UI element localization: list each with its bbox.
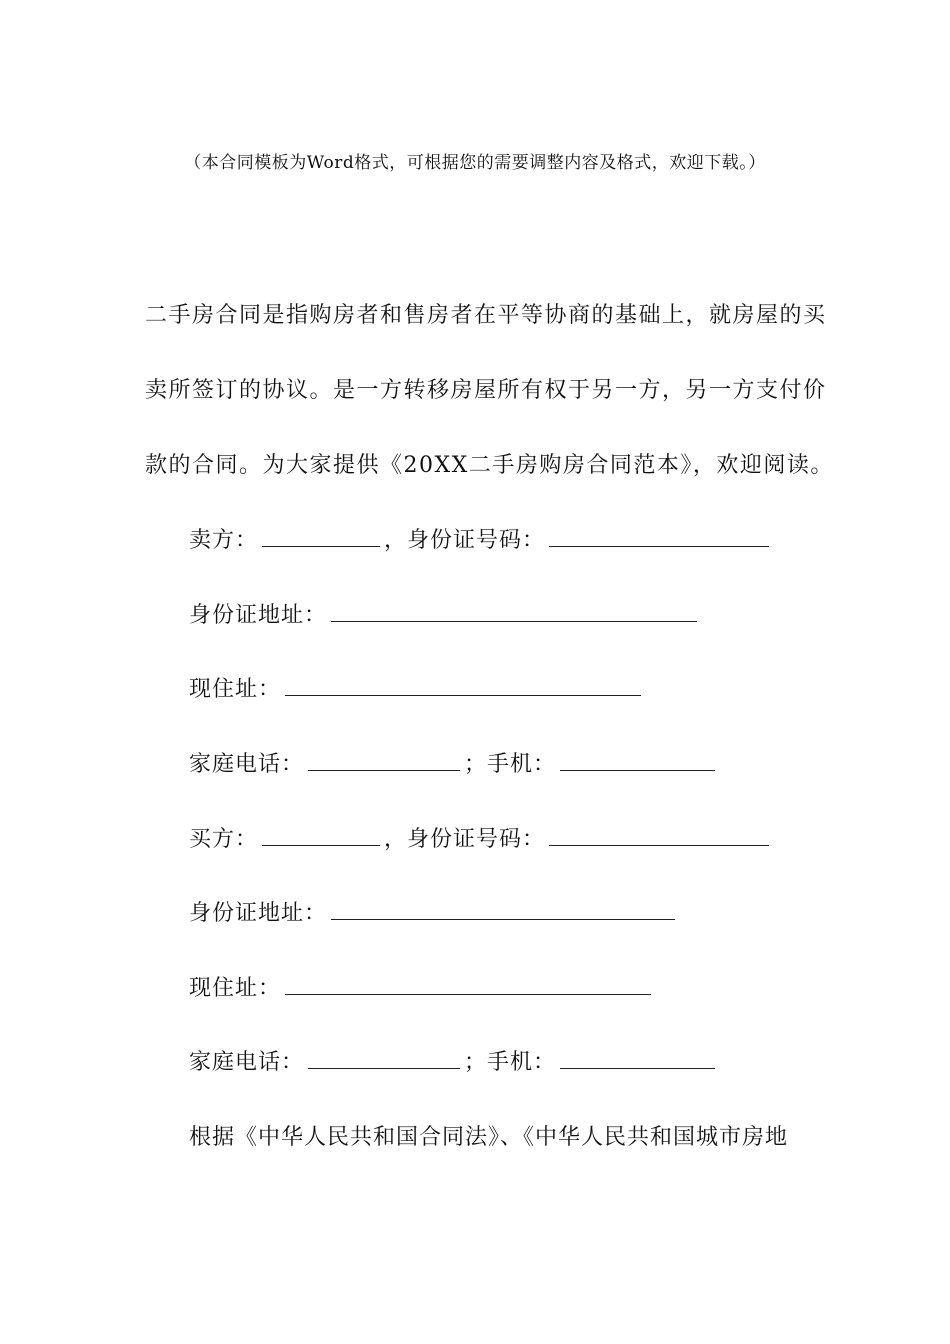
closing-line xyxy=(189,1120,788,1151)
buyer-id-blank[interactable] xyxy=(549,825,769,846)
buyer-name-label: 买方： xyxy=(189,827,259,852)
seller-current-address-blank[interactable] xyxy=(285,675,641,696)
buyer-mobile-label: ；手机： xyxy=(464,1050,557,1075)
buyer-mobile-blank[interactable] xyxy=(560,1048,715,1069)
buyer-name-row xyxy=(189,822,773,853)
seller-mobile-label: ；手机： xyxy=(464,752,557,777)
seller-id-blank[interactable] xyxy=(549,526,769,547)
buyer-id-address-row xyxy=(189,896,679,927)
buyer-home-phone-label: 家庭电话： xyxy=(189,1050,305,1075)
seller-home-phone-label: 家庭电话： xyxy=(189,752,305,777)
buyer-phone-row xyxy=(189,1045,719,1076)
template-note: （本合同模板为Word格式，可根据您的需要调整内容及格式，欢迎下载。） xyxy=(184,153,766,173)
seller-home-phone-blank[interactable] xyxy=(308,750,460,771)
intro-line-1: 二手房合同是指购房者和售房者在平等协商的基础上，就房屋的买 xyxy=(145,303,827,328)
seller-current-address-row xyxy=(189,672,645,703)
buyer-current-address-label: 现住址： xyxy=(189,976,282,1001)
seller-phone-row xyxy=(189,747,719,778)
seller-name-label: 卖方： xyxy=(189,528,259,553)
buyer-home-phone-blank[interactable] xyxy=(308,1048,460,1069)
buyer-id-address-blank[interactable] xyxy=(331,899,675,920)
seller-id-address-blank[interactable] xyxy=(331,601,697,622)
seller-name-blank[interactable] xyxy=(262,526,380,547)
seller-name-row xyxy=(189,523,773,554)
seller-mobile-blank[interactable] xyxy=(560,750,715,771)
buyer-current-address-blank[interactable] xyxy=(285,974,651,995)
closing-text: 根据《中华人民共和国合同法》、《中华人民共和国城市房地 xyxy=(189,1125,789,1150)
seller-current-address-label: 现住址： xyxy=(189,677,282,702)
buyer-id-address-label: 身份证地址： xyxy=(189,901,328,926)
seller-id-address-label: 身份证地址： xyxy=(189,603,328,628)
buyer-id-label: ，身份证号码： xyxy=(384,827,546,852)
intro-line-2: 卖所签订的协议。是一方转移房屋所有权于另一方，另一方支付价 xyxy=(145,378,827,403)
buyer-current-address-row xyxy=(189,971,655,1002)
intro-line-3: 款的合同。为大家提供《20XX二手房购房合同范本》，欢迎阅读。 xyxy=(145,453,834,478)
seller-id-address-row xyxy=(189,598,701,629)
buyer-name-blank[interactable] xyxy=(262,825,380,846)
seller-id-label: ，身份证号码： xyxy=(384,528,546,553)
